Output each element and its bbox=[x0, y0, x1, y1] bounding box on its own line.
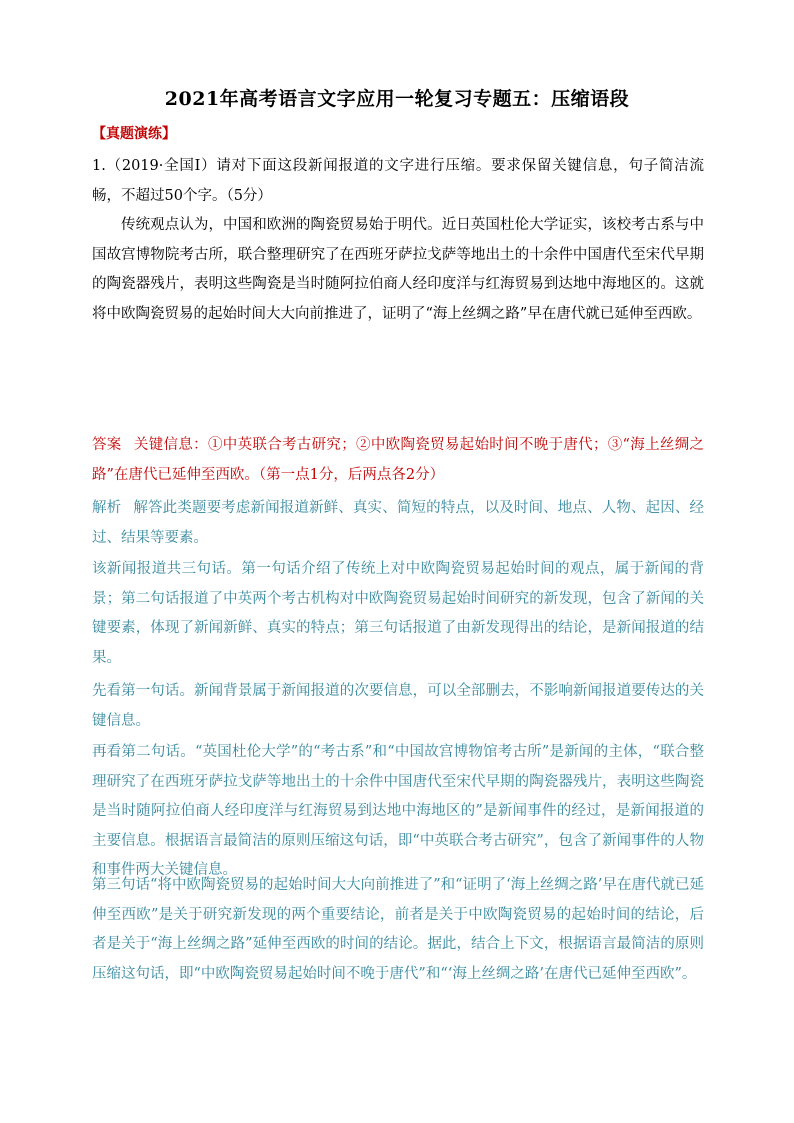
analysis-intro-paragraph bbox=[92, 494, 704, 553]
analysis-paragraph: 先看第一句话。新闻背景属于新闻报道的次要信息，可以全部删去，不影响新闻报道要传达的关键信息。 bbox=[92, 683, 704, 729]
question-prompt: 1.（2019·全国Ⅰ）请对下面这段新闻报道的文字进行压缩。要求保留关键信息，句子简洁流畅，不超过50个字。（5分） bbox=[92, 158, 704, 204]
answer-text: 关键信息：①中英联合考古研究；②中欧陶瓷贸易起始时间不晚于唐代；③“海上丝绸之路”在唐代已延伸至西欧。（第一点1分，后两点各2分） bbox=[92, 437, 704, 483]
analysis-intro: 解答此类题要考虑新闻报道新鲜、真实、简短的特点，以及时间、地点、人物、起因、经过、结果等要素。 bbox=[92, 500, 705, 546]
news-passage: 传统观点认为，中国和欧洲的陶瓷贸易始于明代。近日英国杜伦大学证实，该校考古系与中国故宫博物院考古所，联合整理研究了在西班牙萨拉戈萨等地出土的十余件中国唐代至宋代早期的陶瓷器残片，表明这些陶瓷是当时随阿拉伯商人经印度洋与红海贸易到达地中海地区的。这就将中欧陶瓷贸易的起始时间大大向前推进了，证明了“海上丝绸之路”早在唐代就已延伸至西欧。 bbox=[92, 217, 704, 322]
answer-label: 答案 bbox=[92, 437, 122, 453]
answer-paragraph bbox=[92, 431, 704, 490]
section-tag: 【真题演练】 bbox=[92, 126, 176, 142]
document-title: 2021年高考语言文字应用一轮复习专题五：压缩语段 bbox=[164, 88, 630, 110]
analysis-paragraph: 该新闻报道共三句话。第一句话介绍了传统上对中欧陶瓷贸易起始时间的观点，属于新闻的背景；第二句话报道了中英两个考古机构对中欧陶瓷贸易起始时间研究的新发现，包含了新闻的关键要素，体现了新闻新鲜、真实的特点；第三句话报道了由新发现得出的结论，是新闻报道的结果。 bbox=[92, 561, 704, 666]
analysis-paragraph: 第三句话“将中欧陶瓷贸易的起始时间大大向前推进了”和“证明了‘海上丝绸之路’早在唐代就已延伸至西欧”是关于研究新发现的两个重要结论，前者是关于中欧陶瓷贸易的起始时间的结论，后者是关于“海上丝绸之路”延伸至西欧的时间的结论。据此，结合上下文，根据语言最简洁的原则压缩这句话，即“中欧陶瓷贸易起始时间不晚于唐代”和“‘海上丝绸之路’在唐代已延伸至西欧”。 bbox=[92, 877, 704, 982]
analysis-paragraph: 再看第二句话。“英国杜伦大学”的“考古系”和“中国故宫博物馆考古所”是新闻的主体，“联合整理研究了在西班牙萨拉戈萨等地出土的十余件中国唐代至宋代早期的陶瓷器残片，表明这些陶瓷是当时随阿拉伯商人经印度洋与红海贸易到达地中海地区的”是新闻事件的经过，是新闻报道的主要信息。根据语言最简洁的原则压缩这句话，即“中英联合考古研究”，包含了新闻事件的人物和事件两大关键信息。 bbox=[92, 744, 704, 878]
analysis-label: 解析 bbox=[92, 500, 122, 516]
